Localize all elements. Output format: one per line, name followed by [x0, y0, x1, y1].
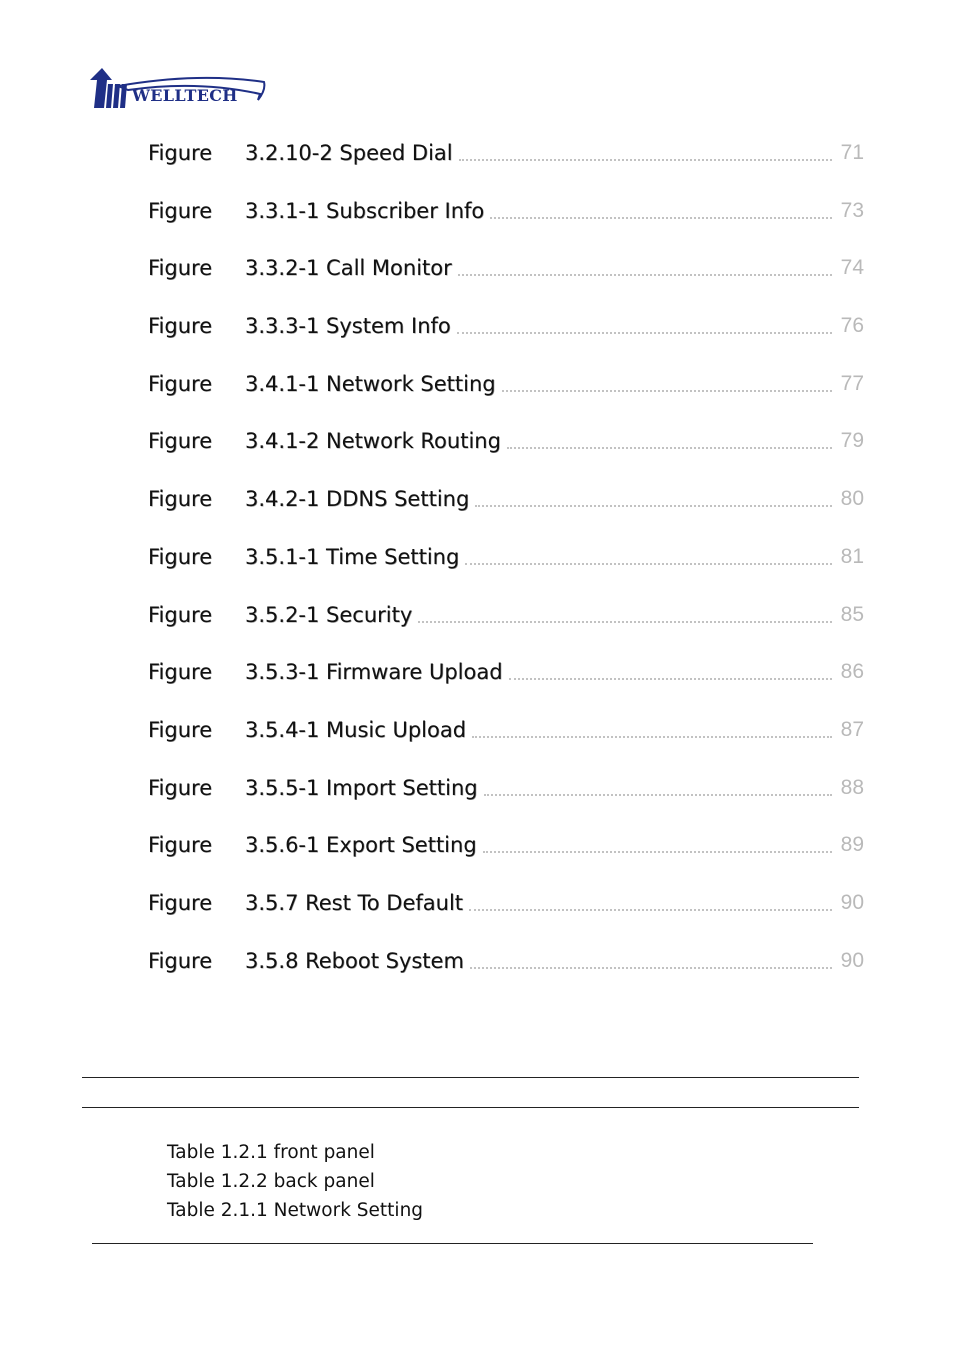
toc-entry-label: Figure: [148, 371, 213, 396]
toc-leader-dots: [502, 390, 832, 392]
toc-entry[interactable]: [148, 196, 864, 254]
table-entry[interactable]: Table 1.2.2 back panel: [167, 1171, 375, 1192]
toc-leader-dots: [484, 794, 832, 796]
toc-entry-title: 3.5.5-1 Import Setting: [245, 775, 478, 800]
toc-entry[interactable]: [148, 600, 864, 658]
toc-entry-title: 3.5.3-1 Firmware Upload: [245, 660, 503, 685]
toc-entry-page: 71: [840, 141, 864, 164]
toc-entry-page: 87: [840, 717, 864, 741]
toc-entry[interactable]: [148, 657, 864, 715]
toc-leader-dots: [458, 274, 832, 276]
toc-entry-title: 3.5.4-1 Music Upload: [245, 717, 467, 742]
toc-entry-page: 74: [840, 256, 864, 280]
toc-entry[interactable]: [148, 830, 864, 888]
toc-entry[interactable]: [148, 369, 864, 427]
toc-leader-dots: [483, 851, 832, 853]
toc-entry-title: 3.4.2-1 DDNS Setting: [245, 487, 470, 512]
toc-entry-title: 3.3.1-1 Subscriber Info: [245, 198, 485, 223]
toc-entry-page: 85: [840, 602, 864, 626]
toc-entry-page: 89: [840, 833, 864, 857]
figure-list: [148, 138, 864, 1003]
toc-entry-label: Figure: [148, 198, 213, 223]
toc-entry[interactable]: [148, 715, 864, 773]
toc-leader-dots: [465, 563, 832, 565]
toc-entry-label: Figure: [148, 314, 213, 339]
toc-entry-page: 81: [840, 544, 864, 568]
toc-entry-title: 3.5.7 Rest To Default: [245, 890, 464, 915]
toc-entry-label: Figure: [148, 256, 213, 281]
toc-entry-title: 3.4.1-1 Network Setting: [245, 371, 496, 396]
toc-entry-title: 3.5.1-1 Time Setting: [245, 544, 460, 569]
welltech-logo: [88, 66, 268, 110]
toc-entry-title: 3.5.8 Reboot System: [245, 948, 464, 973]
toc-entry-page: 90: [840, 948, 864, 972]
table-entry[interactable]: Table 1.2.1 front panel: [167, 1142, 375, 1163]
toc-leader-dots: [490, 217, 832, 219]
toc-entry-page: 77: [840, 371, 864, 395]
toc-entry-page: 80: [840, 487, 864, 511]
toc-entry-title: 3.2.10-2 Speed Dial: [245, 141, 453, 165]
toc-entry[interactable]: [148, 253, 864, 311]
toc-entry-label: Figure: [148, 890, 213, 915]
toc-entry[interactable]: [148, 484, 864, 542]
toc-leader-dots: [472, 736, 832, 738]
section-divider: [82, 1107, 859, 1108]
toc-leader-dots: [475, 505, 832, 507]
table-list: [167, 1138, 423, 1225]
toc-entry-label: Figure: [148, 833, 213, 858]
toc-entry-page: 79: [840, 429, 864, 453]
toc-entry-page: 86: [840, 660, 864, 684]
toc-entry-title: 3.3.3-1 System Info: [245, 314, 451, 339]
toc-entry-title: 3.5.6-1 Export Setting: [245, 833, 477, 858]
toc-entry-page: 90: [840, 890, 864, 914]
toc-entry-label: Figure: [148, 717, 213, 742]
section-divider: [82, 1077, 859, 1078]
toc-entry[interactable]: [148, 946, 864, 1004]
toc-entry-label: Figure: [148, 429, 213, 454]
toc-entry-title: 3.5.2-1 Security: [245, 602, 413, 627]
toc-entry[interactable]: [148, 888, 864, 946]
toc-leader-dots: [418, 621, 832, 623]
toc-entry-label: Figure: [148, 544, 213, 569]
toc-entry-label: Figure: [148, 775, 213, 800]
toc-leader-dots: [469, 909, 832, 911]
toc-entry[interactable]: [148, 138, 864, 196]
toc-entry-label: Figure: [148, 487, 213, 512]
table-entry[interactable]: Table 2.1.1 Network Setting: [167, 1200, 424, 1221]
toc-entry-page: 76: [840, 314, 864, 338]
toc-entry[interactable]: [148, 426, 864, 484]
toc-leader-dots: [470, 967, 832, 969]
logo-text: WELLTECH: [132, 86, 238, 105]
toc-leader-dots: [509, 678, 832, 680]
toc-leader-dots: [507, 447, 832, 449]
toc-entry-title: 3.4.1-2 Network Routing: [245, 429, 501, 454]
toc-entry[interactable]: [148, 773, 864, 831]
toc-entry-page: 88: [840, 775, 864, 799]
toc-entry-label: Figure: [148, 141, 213, 165]
toc-entry-label: Figure: [148, 660, 213, 685]
toc-entry[interactable]: [148, 542, 864, 600]
toc-entry-label: Figure: [148, 602, 213, 627]
toc-entry-title: 3.3.2-1 Call Monitor: [245, 256, 452, 281]
toc-entry[interactable]: [148, 311, 864, 369]
toc-entry-page: 73: [840, 198, 864, 222]
section-divider: [92, 1243, 813, 1244]
toc-leader-dots: [457, 332, 832, 334]
toc-leader-dots: [459, 159, 832, 161]
toc-entry-label: Figure: [148, 948, 213, 973]
